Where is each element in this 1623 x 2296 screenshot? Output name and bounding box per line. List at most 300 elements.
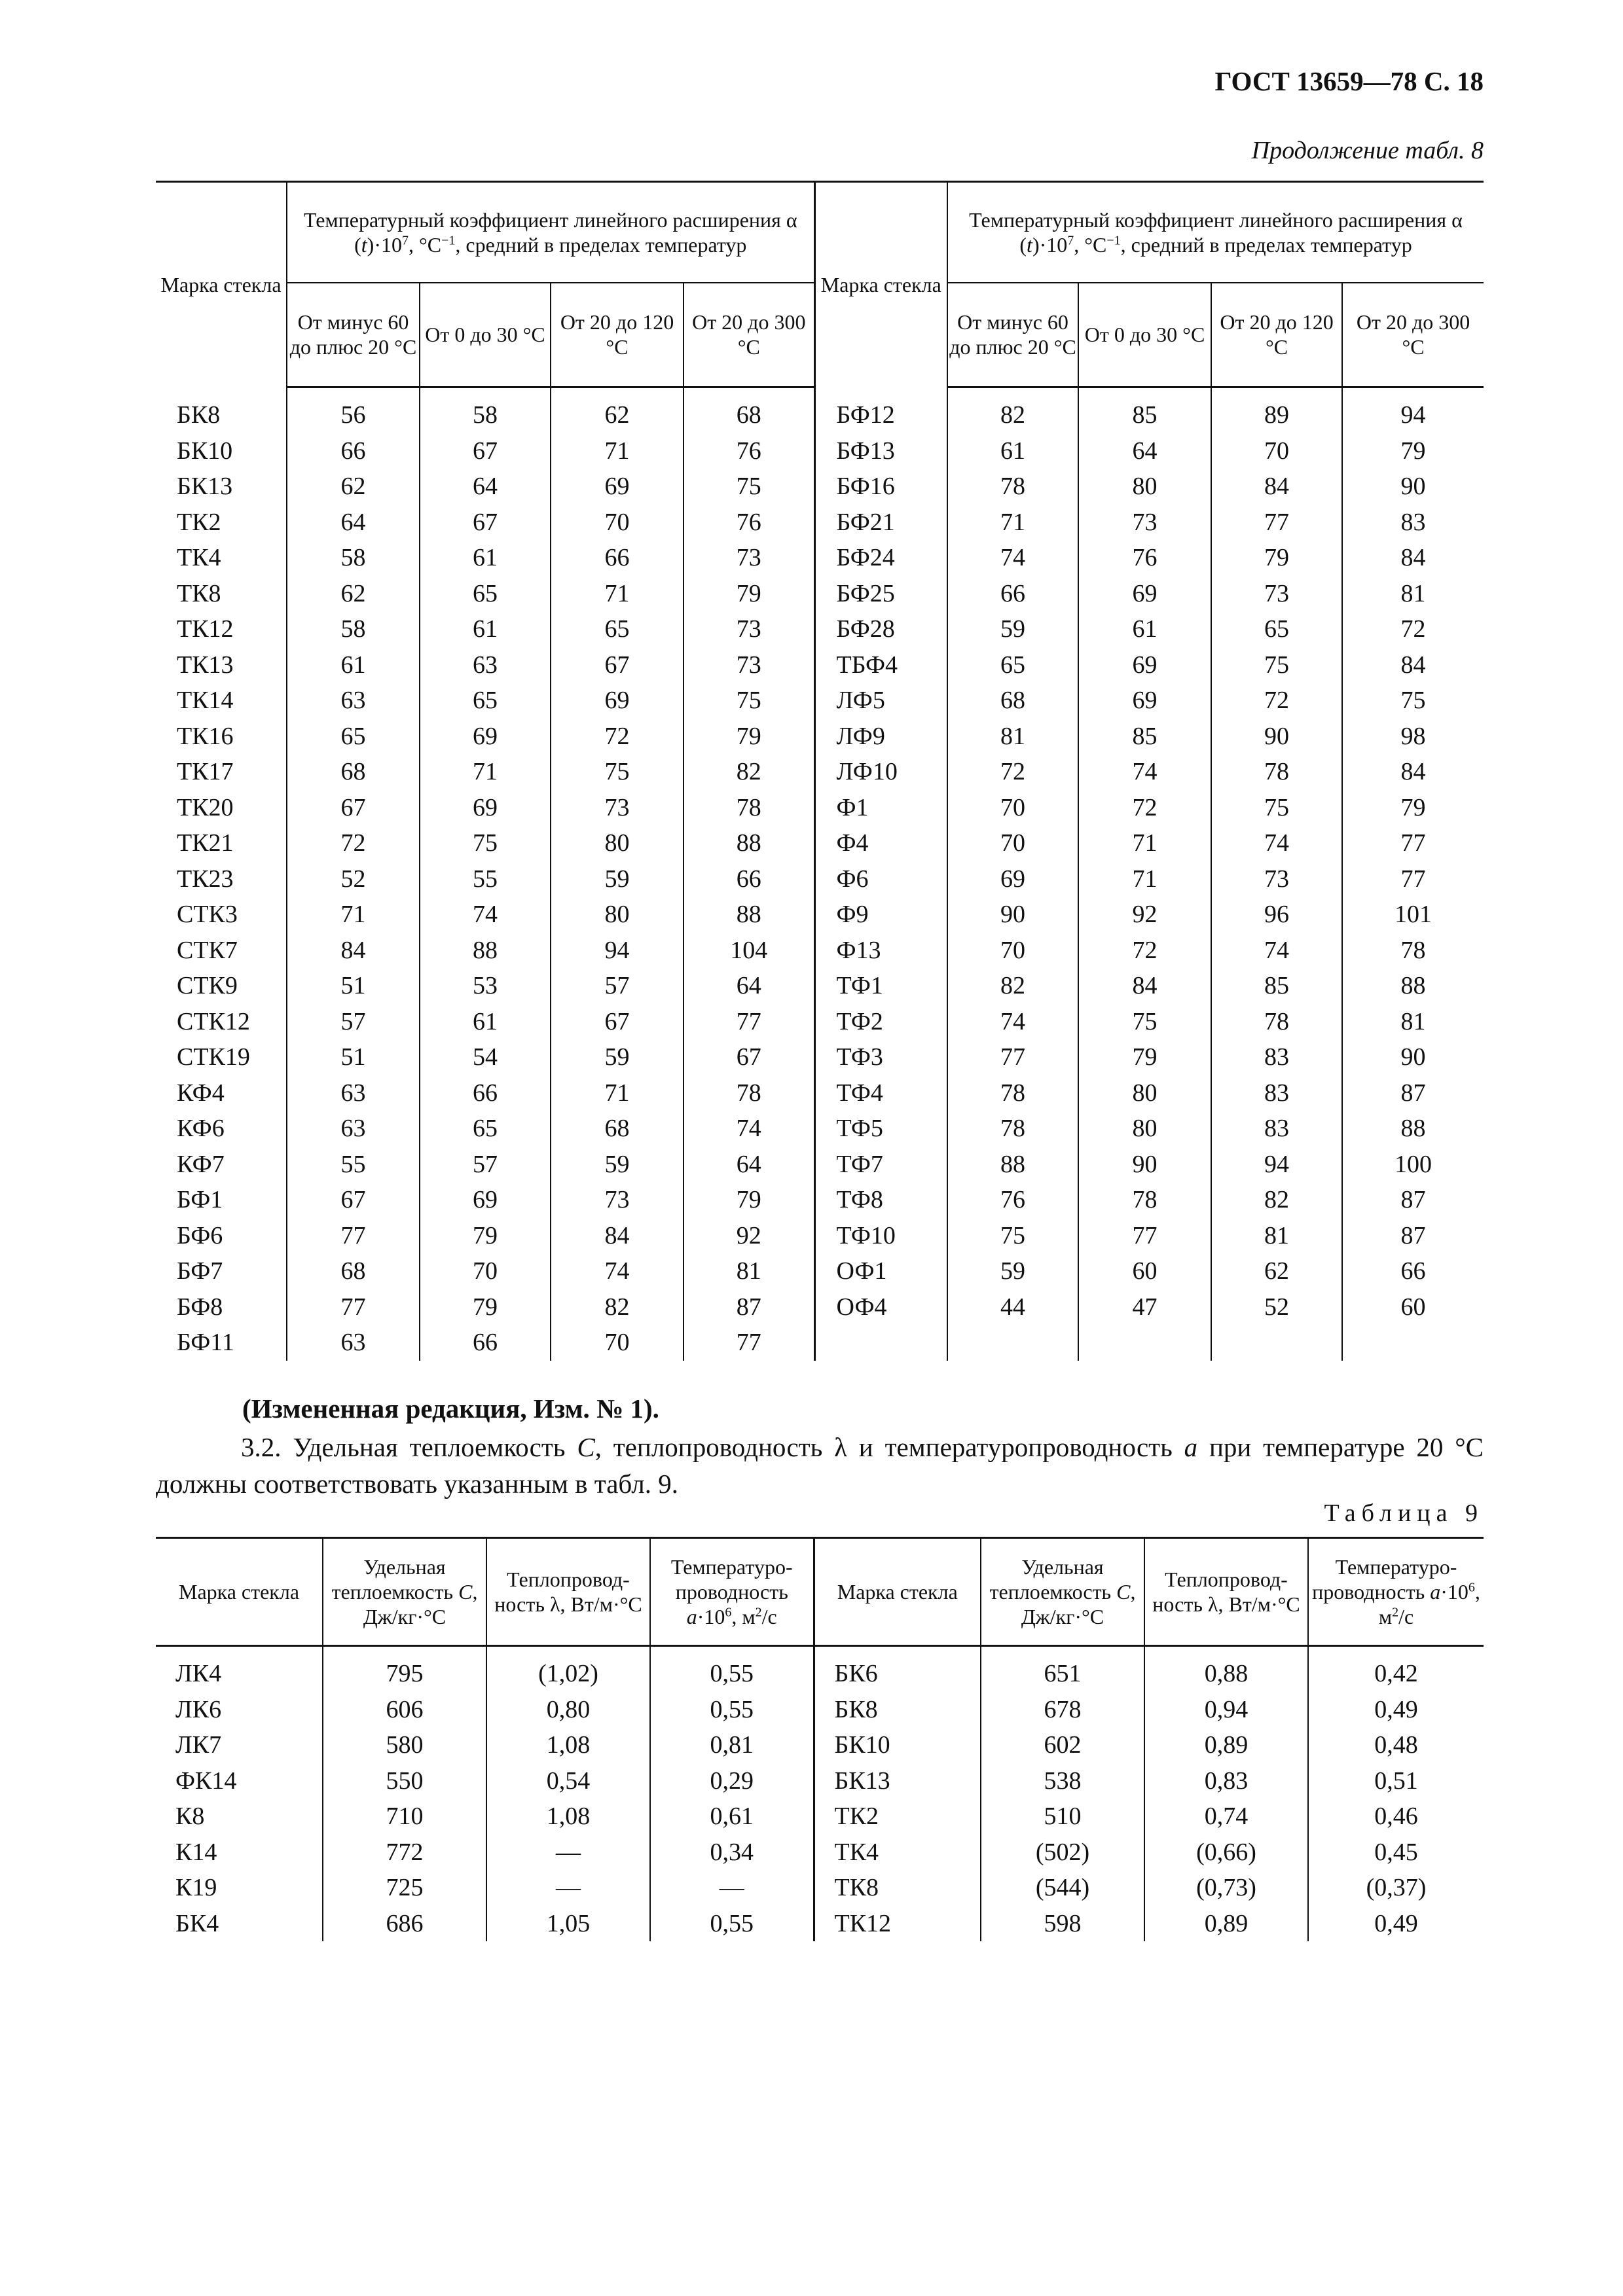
value-cell: 65 <box>420 576 551 612</box>
value-cell: 71 <box>287 897 420 933</box>
value-cell: 72 <box>287 825 420 861</box>
table-row <box>156 1147 1484 1183</box>
glass-grade-cell: БК10 <box>814 1727 981 1763</box>
value-cell: 74 <box>1211 825 1342 861</box>
value-cell: 63 <box>287 1075 420 1111</box>
value-cell: 82 <box>947 387 1078 433</box>
value-cell: 72 <box>1078 790 1211 826</box>
glass-grade-cell: БФ28 <box>814 611 947 647</box>
value-cell: 73 <box>684 611 814 647</box>
value-cell: 598 <box>981 1906 1144 1942</box>
glass-grade-cell: БК8 <box>177 401 221 429</box>
glass-grade-cell: ТФ2 <box>814 1004 947 1040</box>
value-cell: 100 <box>1342 1147 1484 1183</box>
value-cell: 72 <box>1342 611 1484 647</box>
glass-grade-cell: БФ13 <box>814 433 947 469</box>
table-row <box>156 754 1484 790</box>
value-cell: 77 <box>287 1289 420 1325</box>
value-cell: 0,89 <box>1144 1906 1308 1942</box>
value-cell: 0,61 <box>650 1799 814 1835</box>
value-cell: 87 <box>1342 1218 1484 1254</box>
value-cell: 74 <box>551 1253 684 1289</box>
value-cell: (0,37) <box>1308 1870 1484 1906</box>
sub-header: От минус 60 до плюс 20 °C <box>947 283 1078 387</box>
glass-grade-cell: КФ6 <box>177 1115 225 1143</box>
table-9 <box>156 1537 1484 1941</box>
value-cell: 104 <box>684 933 814 969</box>
value-cell: 70 <box>947 825 1078 861</box>
value-cell: 84 <box>287 933 420 969</box>
value-cell: 67 <box>684 1039 814 1075</box>
glass-grade-cell: ТБФ4 <box>814 647 947 683</box>
glass-grade-cell: ТК16 <box>177 722 234 750</box>
value-cell: 74 <box>420 897 551 933</box>
value-cell: 101 <box>1342 897 1484 933</box>
table-row <box>156 1727 1484 1763</box>
value-cell: 1,05 <box>486 1906 650 1942</box>
value-cell: 61 <box>420 540 551 576</box>
value-cell: 81 <box>1342 576 1484 612</box>
value-cell: 0,49 <box>1308 1692 1484 1728</box>
glass-grade-cell: Ф13 <box>814 933 947 969</box>
glass-grade-cell: КФ7 <box>177 1150 225 1178</box>
glass-grade-cell: ТК8 <box>177 579 221 607</box>
table-row <box>156 719 1484 755</box>
value-cell: 84 <box>1342 754 1484 790</box>
value-cell: 651 <box>981 1646 1144 1692</box>
glass-grade-cell: ЛК6 <box>175 1695 222 1723</box>
amendment-note: (Измененная редакция, Изм. № 1). <box>242 1393 659 1424</box>
value-cell: 90 <box>1211 719 1342 755</box>
value-cell: 68 <box>947 683 1078 719</box>
table-row <box>156 576 1484 612</box>
value-cell: 71 <box>1078 825 1211 861</box>
value-cell: 75 <box>684 683 814 719</box>
value-cell: 59 <box>551 861 684 897</box>
value-cell: 73 <box>1078 505 1211 541</box>
value-cell: 88 <box>1342 968 1484 1004</box>
table-8 <box>156 181 1484 1361</box>
glass-grade-cell: БФ16 <box>814 469 947 505</box>
table-row <box>156 897 1484 933</box>
table-row <box>156 1253 1484 1289</box>
value-cell: 67 <box>420 505 551 541</box>
value-cell: 55 <box>420 861 551 897</box>
value-cell: 0,83 <box>1144 1763 1308 1799</box>
glass-grade-cell: КФ4 <box>177 1079 225 1107</box>
glass-grade-cell: БК6 <box>814 1646 981 1692</box>
value-cell: 73 <box>1211 861 1342 897</box>
value-cell: (1,02) <box>486 1646 650 1692</box>
col-header-heat-capacity: Удельная теплоемкость C, Дж/кг·°C <box>323 1538 486 1646</box>
value-cell: 66 <box>684 861 814 897</box>
glass-grade-cell: ТФ4 <box>814 1075 947 1111</box>
table-row <box>156 1646 1484 1692</box>
value-cell: 74 <box>947 1004 1078 1040</box>
value-cell: 78 <box>684 1075 814 1111</box>
table-row <box>156 611 1484 647</box>
value-cell: 63 <box>287 1111 420 1147</box>
value-cell: 75 <box>684 469 814 505</box>
glass-grade-cell: ТК8 <box>814 1870 981 1906</box>
value-cell: (502) <box>981 1835 1144 1871</box>
value-cell: 74 <box>684 1111 814 1147</box>
glass-grade-cell: БФ25 <box>814 576 947 612</box>
value-cell: 81 <box>1211 1218 1342 1254</box>
sub-header: От минус 60 до плюс 20 °C <box>287 283 420 387</box>
value-cell: 0,88 <box>1144 1646 1308 1692</box>
table-row <box>156 1182 1484 1218</box>
value-cell: 64 <box>684 1147 814 1183</box>
sub-header: От 20 до 120 °C <box>551 283 684 387</box>
value-cell: 84 <box>1342 540 1484 576</box>
value-cell: 77 <box>1211 505 1342 541</box>
value-cell: 72 <box>1211 683 1342 719</box>
value-cell: 82 <box>684 754 814 790</box>
value-cell: 83 <box>1211 1111 1342 1147</box>
value-cell: 81 <box>947 719 1078 755</box>
value-cell: 79 <box>1078 1039 1211 1075</box>
value-cell: 710 <box>323 1799 486 1835</box>
value-cell: 90 <box>1078 1147 1211 1183</box>
glass-grade-cell: Ф1 <box>814 790 947 826</box>
value-cell: 80 <box>1078 1111 1211 1147</box>
value-cell: 71 <box>551 1075 684 1111</box>
value-cell: 52 <box>1211 1289 1342 1325</box>
value-cell: 66 <box>947 576 1078 612</box>
value-cell: 0,48 <box>1308 1727 1484 1763</box>
value-cell <box>1078 1325 1211 1361</box>
value-cell: 0,54 <box>486 1763 650 1799</box>
value-cell: 78 <box>1211 1004 1342 1040</box>
value-cell: 61 <box>287 647 420 683</box>
value-cell: 0,29 <box>650 1763 814 1799</box>
value-cell: 54 <box>420 1039 551 1075</box>
glass-grade-cell <box>814 1325 947 1361</box>
value-cell: 79 <box>1211 540 1342 576</box>
value-cell: 73 <box>1211 576 1342 612</box>
glass-grade-cell: К14 <box>175 1838 217 1866</box>
value-cell: 65 <box>1211 611 1342 647</box>
glass-grade-cell: ТФ7 <box>814 1147 947 1183</box>
value-cell: 80 <box>551 897 684 933</box>
value-cell: 57 <box>287 1004 420 1040</box>
value-cell: 83 <box>1342 505 1484 541</box>
sub-header: От 20 до 300 °C <box>684 283 814 387</box>
value-cell: 550 <box>323 1763 486 1799</box>
value-cell: 772 <box>323 1835 486 1871</box>
value-cell: 1,08 <box>486 1799 650 1835</box>
value-cell: 79 <box>420 1218 551 1254</box>
value-cell: 71 <box>1078 861 1211 897</box>
glass-grade-cell: БК8 <box>814 1692 981 1728</box>
value-cell: 66 <box>287 433 420 469</box>
table-row <box>156 1906 1484 1942</box>
value-cell: 79 <box>1342 433 1484 469</box>
value-cell: 64 <box>1078 433 1211 469</box>
value-cell: 76 <box>947 1182 1078 1218</box>
continuation-note: Продолжение табл. 8 <box>1251 137 1484 164</box>
value-cell: 78 <box>947 1075 1078 1111</box>
value-cell: 64 <box>684 968 814 1004</box>
col-header-heat-capacity-right: Удельная теплоемкость C, Дж/кг·°C <box>981 1538 1144 1646</box>
value-cell: 57 <box>551 968 684 1004</box>
value-cell: 82 <box>551 1289 684 1325</box>
value-cell: 78 <box>947 1111 1078 1147</box>
table-row <box>156 387 1484 433</box>
value-cell: 92 <box>684 1218 814 1254</box>
value-cell: 0,74 <box>1144 1799 1308 1835</box>
table-row <box>156 1075 1484 1111</box>
table-row <box>156 647 1484 683</box>
table-row <box>156 1325 1484 1361</box>
value-cell: 74 <box>1078 754 1211 790</box>
value-cell: 83 <box>1211 1075 1342 1111</box>
glass-grade-cell: ФК14 <box>175 1767 237 1795</box>
col-header-conductivity-right: Теплопроводность λ, Вт/м·°C <box>1144 1538 1308 1646</box>
sub-header: От 0 до 30 °C <box>420 283 551 387</box>
value-cell: 69 <box>1078 683 1211 719</box>
value-cell: 686 <box>323 1906 486 1942</box>
value-cell: 58 <box>420 387 551 433</box>
value-cell: 96 <box>1211 897 1342 933</box>
table-row <box>156 1799 1484 1835</box>
value-cell: 84 <box>1342 647 1484 683</box>
value-cell: 90 <box>947 897 1078 933</box>
value-cell: 0,55 <box>650 1646 814 1692</box>
table-row <box>156 933 1484 969</box>
value-cell: 74 <box>1211 933 1342 969</box>
glass-grade-cell: ТК12 <box>177 615 234 643</box>
value-cell: 69 <box>551 683 684 719</box>
value-cell: 73 <box>551 1182 684 1218</box>
value-cell: 77 <box>1078 1218 1211 1254</box>
value-cell: 62 <box>1211 1253 1342 1289</box>
glass-grade-cell: К8 <box>175 1803 205 1831</box>
value-cell: 70 <box>947 790 1078 826</box>
value-cell: 0,94 <box>1144 1692 1308 1728</box>
value-cell: 57 <box>420 1147 551 1183</box>
value-cell: 67 <box>551 647 684 683</box>
value-cell: 79 <box>684 719 814 755</box>
value-cell: 1,08 <box>486 1727 650 1763</box>
value-cell: 538 <box>981 1763 1144 1799</box>
value-cell: 61 <box>420 1004 551 1040</box>
value-cell: 75 <box>420 825 551 861</box>
value-cell: 61 <box>1078 611 1211 647</box>
value-cell: 81 <box>1342 1004 1484 1040</box>
glass-grade-cell: ТК14 <box>177 687 234 715</box>
glass-grade-cell: СТК9 <box>177 972 238 1000</box>
value-cell: 75 <box>1078 1004 1211 1040</box>
value-cell: 87 <box>684 1289 814 1325</box>
value-cell: 88 <box>684 825 814 861</box>
glass-grade-cell: БК10 <box>177 437 233 465</box>
glass-grade-cell: СТК7 <box>177 936 238 964</box>
table-row <box>156 1039 1484 1075</box>
col-header-glass-grade-right: Марка стекла <box>814 182 947 387</box>
value-cell: 82 <box>1211 1182 1342 1218</box>
glass-grade-cell: ТФ3 <box>814 1039 947 1075</box>
glass-grade-cell: БФ7 <box>177 1257 223 1285</box>
value-cell: 73 <box>551 790 684 826</box>
value-cell: 72 <box>947 754 1078 790</box>
table-row <box>156 1111 1484 1147</box>
value-cell: 69 <box>420 790 551 826</box>
value-cell: 77 <box>684 1004 814 1040</box>
value-cell: 59 <box>947 1253 1078 1289</box>
glass-grade-cell: ТК21 <box>177 829 234 857</box>
table-row <box>156 790 1484 826</box>
value-cell: 88 <box>1342 1111 1484 1147</box>
value-cell: 75 <box>1211 790 1342 826</box>
value-cell: 80 <box>551 825 684 861</box>
value-cell: 88 <box>684 897 814 933</box>
value-cell: 67 <box>287 790 420 826</box>
glass-grade-cell: БФ24 <box>814 540 947 576</box>
glass-grade-cell: К19 <box>175 1874 217 1902</box>
value-cell: 44 <box>947 1289 1078 1325</box>
value-cell: 75 <box>1211 647 1342 683</box>
glass-grade-cell: ОФ1 <box>814 1253 947 1289</box>
value-cell: 84 <box>1211 469 1342 505</box>
value-cell <box>1211 1325 1342 1361</box>
value-cell: 51 <box>287 968 420 1004</box>
glass-grade-cell: БК13 <box>177 473 233 501</box>
value-cell: — <box>650 1870 814 1906</box>
glass-grade-cell: ТФ8 <box>814 1182 947 1218</box>
table-row <box>156 683 1484 719</box>
value-cell: 79 <box>1342 790 1484 826</box>
value-cell: 73 <box>684 540 814 576</box>
value-cell: 0,34 <box>650 1835 814 1871</box>
value-cell: 87 <box>1342 1075 1484 1111</box>
value-cell: 88 <box>947 1147 1078 1183</box>
value-cell: 87 <box>1342 1182 1484 1218</box>
value-cell: 66 <box>420 1075 551 1111</box>
value-cell: 65 <box>420 1111 551 1147</box>
glass-grade-cell: ТК12 <box>814 1906 981 1942</box>
value-cell: 71 <box>420 754 551 790</box>
value-cell: 65 <box>287 719 420 755</box>
value-cell: 0,80 <box>486 1692 650 1728</box>
glass-grade-cell: ЛФ5 <box>814 683 947 719</box>
value-cell: 90 <box>1342 469 1484 505</box>
value-cell: 59 <box>551 1039 684 1075</box>
glass-grade-cell: БФ21 <box>814 505 947 541</box>
col-header-diffusivity-right: Температуропроводность $a\cdot 10^6$, $м^2/с$ <box>1308 1538 1484 1646</box>
glass-grade-cell: БК4 <box>175 1909 219 1937</box>
glass-grade-cell: Ф4 <box>814 825 947 861</box>
value-cell: (0,73) <box>1144 1870 1308 1906</box>
table-row <box>156 1004 1484 1040</box>
value-cell: 75 <box>1342 683 1484 719</box>
value-cell: 51 <box>287 1039 420 1075</box>
sub-header: От 20 до 300 °C <box>1342 283 1484 387</box>
value-cell: 606 <box>323 1692 486 1728</box>
value-cell: 0,55 <box>650 1906 814 1942</box>
value-cell: 67 <box>287 1182 420 1218</box>
glass-grade-cell: БФ6 <box>177 1221 223 1249</box>
glass-grade-cell: ТК2 <box>814 1799 981 1835</box>
glass-grade-cell: БФ1 <box>177 1186 223 1214</box>
value-cell: 68 <box>551 1111 684 1147</box>
value-cell: 64 <box>420 469 551 505</box>
glass-grade-cell: ТФ5 <box>814 1111 947 1147</box>
table-row <box>156 861 1484 897</box>
table-row <box>156 505 1484 541</box>
col-header-conductivity: Теплопроводность λ, Вт/м·°C <box>486 1538 650 1646</box>
value-cell <box>1342 1325 1484 1361</box>
value-cell: 94 <box>1342 387 1484 433</box>
value-cell: 89 <box>1211 387 1342 433</box>
sub-header: От 20 до 120 °C <box>1211 283 1342 387</box>
value-cell: 77 <box>1342 861 1484 897</box>
glass-grade-cell: БК13 <box>814 1763 981 1799</box>
value-cell: 60 <box>1342 1289 1484 1325</box>
value-cell: 98 <box>1342 719 1484 755</box>
value-cell: 83 <box>1211 1039 1342 1075</box>
glass-grade-cell: ТК13 <box>177 651 234 679</box>
value-cell: 63 <box>287 1325 420 1361</box>
value-cell: 63 <box>420 647 551 683</box>
value-cell: 66 <box>1342 1253 1484 1289</box>
value-cell: 79 <box>420 1289 551 1325</box>
value-cell: 75 <box>551 754 684 790</box>
col-header-glass-grade: Марка стекла <box>156 1538 323 1646</box>
glass-grade-cell: ТФ1 <box>814 968 947 1004</box>
value-cell: 510 <box>981 1799 1144 1835</box>
value-cell: 66 <box>420 1325 551 1361</box>
value-cell: 88 <box>420 933 551 969</box>
glass-grade-cell: ЛК4 <box>175 1660 222 1688</box>
value-cell: 60 <box>1078 1253 1211 1289</box>
table-row <box>156 968 1484 1004</box>
value-cell: 71 <box>551 576 684 612</box>
glass-grade-cell: Ф6 <box>814 861 947 897</box>
value-cell: 70 <box>947 933 1078 969</box>
value-cell: 77 <box>947 1039 1078 1075</box>
glass-grade-cell: Ф9 <box>814 897 947 933</box>
value-cell: 77 <box>1342 825 1484 861</box>
value-cell: 47 <box>1078 1289 1211 1325</box>
value-cell: 77 <box>684 1325 814 1361</box>
sub-header: От 0 до 30 °C <box>1078 283 1211 387</box>
value-cell: 795 <box>323 1646 486 1692</box>
value-cell: 66 <box>551 540 684 576</box>
value-cell: 92 <box>1078 897 1211 933</box>
value-cell: 73 <box>684 647 814 683</box>
value-cell: 84 <box>1078 968 1211 1004</box>
glass-grade-cell: ОФ4 <box>814 1289 947 1325</box>
table-row <box>156 1289 1484 1325</box>
value-cell: 602 <box>981 1727 1144 1763</box>
value-cell: 61 <box>420 611 551 647</box>
value-cell: 74 <box>947 540 1078 576</box>
table-row <box>156 1218 1484 1254</box>
value-cell: 67 <box>420 433 551 469</box>
value-cell: 81 <box>684 1253 814 1289</box>
value-cell: 80 <box>1078 469 1211 505</box>
value-cell: 70 <box>420 1253 551 1289</box>
value-cell: 78 <box>1078 1182 1211 1218</box>
glass-grade-cell: ЛФ9 <box>814 719 947 755</box>
glass-grade-cell: ТК20 <box>177 793 234 821</box>
value-cell: 70 <box>1211 433 1342 469</box>
value-cell: 72 <box>551 719 684 755</box>
value-cell: 678 <box>981 1692 1144 1728</box>
value-cell: 725 <box>323 1870 486 1906</box>
